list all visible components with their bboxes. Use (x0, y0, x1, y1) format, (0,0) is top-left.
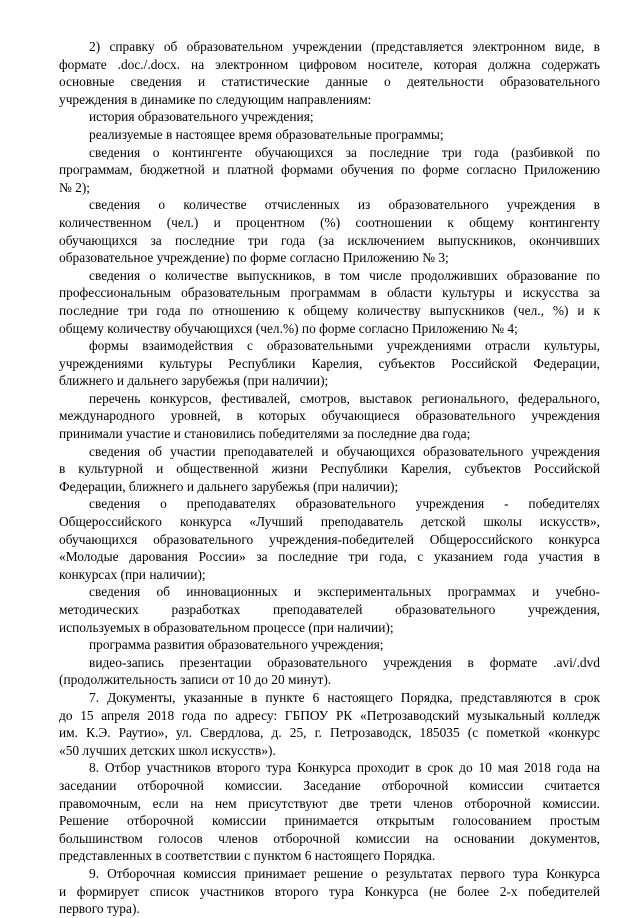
paragraph-7 (59, 689, 600, 759)
text-line: № 2); (59, 179, 90, 195)
text-line: 8. Отбор участников второго тура Конкурса проходит в срок до 10 мая 2018 года на (89, 760, 600, 776)
text-line: обучающихся образовательного учреждения-победителей Общероссийского конкурса (59, 531, 600, 547)
paragraph-innovatsii (59, 583, 600, 636)
text-line: используемых в образовательном процессе (при наличии); (59, 619, 394, 635)
text-line: 9. Отборочная комиссия принимает решение о результатах первого тура Конкурса (89, 865, 600, 881)
text-line: учреждениями культуры Республики Карелия, субъектов Российской Федерации, (59, 355, 600, 371)
paragraph-otchislennye (59, 196, 600, 266)
text-line: 7. Документы, указанные в пункте 6 настоящего Порядка, представляются в срок (89, 689, 600, 705)
text-line: до 15 апреля 2018 года по адресу: ГБПОУ РК «Петрозаводский музыкальный колледж (59, 707, 600, 723)
text-line: программам, бюджетной и платной формами обучения по форме согласно Приложению (59, 162, 600, 178)
text-line: правомочным, если на нем присутствуют две трети членов отборочной комиссии. (59, 795, 600, 811)
text-line: формате .doc./.docx. на электронном цифровом носителе, которая должна содержать (59, 56, 600, 72)
paragraph-konkursy (59, 390, 600, 443)
paragraph-8 (59, 759, 600, 865)
text-line: им. К.Э. Раутио», ул. Свердлова, д. 25, г. Петрозаводск, 185035 (с пометкой «конкурс (59, 725, 600, 741)
text-line: сведения о преподавателях образовательного учреждения - победителях (89, 496, 600, 512)
text-line: формы взаимодействия с образовательными учреждениями отрасли культуры, (89, 338, 600, 354)
text-line: сведения о количестве выпускников, в том числе продолживших образование по (89, 267, 600, 283)
text-line: сведения об участии преподавателей и обучающихся образовательного учреждения (89, 443, 600, 459)
paragraph-vypuskniki (59, 267, 600, 337)
text-line: представленных в соответствии с пунктом 6 настоящего Порядка. (59, 848, 436, 864)
text-line: основные сведения и статистические данные о деятельности образовательного (59, 74, 600, 90)
text-line: реализуемые в настоящее время образовательные программы; (89, 126, 444, 142)
paragraph-razvitie (59, 636, 600, 654)
text-line: сведения о количестве отчисленных из образовательного учреждения в (89, 197, 600, 213)
text-line: количественном (чел.) и процентном (%) соотношении к общему контингенту (59, 214, 600, 230)
paragraph-9 (59, 865, 600, 918)
text-line: ближнего и дальнего зарубежья (при наличии); (59, 373, 329, 389)
text-line: сведения об инновационных и экспериментальных программах и учебно- (89, 584, 600, 600)
paragraph-spravka (59, 38, 600, 108)
text-line: Решение отборочной комиссии принимается открытым голосованием простым (59, 813, 600, 829)
text-line: «50 лучших детских школ искусств»). (59, 742, 276, 758)
text-line: учреждения в динамике по следующим направлениям: (59, 91, 372, 107)
text-line: в культурной и общественной жизни Республики Карелия, субъектов Российской (59, 461, 600, 477)
text-line: (продолжительность записи от 10 до 20 минут). (59, 672, 332, 688)
text-line: большинством голосов членов отборочной комиссии на основании документов, (59, 830, 600, 846)
text-line: 2) справку об образовательном учреждении (представляется электронном виде, в (89, 39, 600, 54)
text-line: сведения о контингенте обучающихся за последние три года (разбивкой по (89, 144, 600, 160)
text-line: международного уровней, в которых обучающиеся образовательного учреждения (59, 408, 600, 424)
paragraph-vzaimodeystvie (59, 337, 600, 390)
text-line: последние три года по отношению к общему количеству выпускников (чел., %) и к (59, 302, 600, 318)
document-page (59, 38, 600, 918)
text-line: и формирует список участников второго тура Конкурса (не более 2-х победителей (59, 883, 600, 899)
paragraph-programmy (59, 126, 600, 144)
text-line: методических разработках преподавателей образовательного учреждения, (59, 602, 600, 617)
paragraph-kontingent (59, 144, 600, 197)
text-line: Федерации, ближнего и дальнего зарубежья (при наличии); (59, 478, 399, 494)
text-line: первого тура). (59, 901, 140, 917)
text-line: видео-запись презентации образовательного учреждения в формате .avi/.dvd (89, 654, 600, 670)
text-line: история образовательного учреждения; (89, 109, 314, 125)
text-line: программа развития образовательного учреждения; (89, 637, 384, 653)
text-line: Общероссийского конкурса «Лучший преподаватель детской школы искусств», (59, 514, 600, 530)
text-line: принимали участие и становились победителями за последние два года; (59, 426, 471, 442)
text-line: перечень конкурсов, фестивалей, смотров, выставок регионального, федерального, (89, 390, 600, 406)
text-line: общему количеству обучающихся (чел.%) по форме согласно Приложению № 4; (59, 320, 518, 336)
paragraph-video (59, 654, 600, 689)
paragraph-pobediteli (59, 495, 600, 583)
text-line: профессиональным образовательным программам в области культуры и искусства за (59, 285, 600, 301)
text-line: «Молодые дарования России» за последние три года, с указанием года участия в (59, 549, 600, 565)
text-line: образовательное учреждение) по форме согласно Приложению № 3; (59, 250, 449, 266)
text-line: обучающихся за последние три года (за исключением выпускников, окончивших (59, 232, 600, 248)
text-line: конкурсах (при наличии); (59, 566, 206, 582)
paragraph-istoriya (59, 108, 600, 126)
paragraph-uchastie (59, 443, 600, 496)
text-line: заседании отборочной комиссии. Заседание отборочной комиссии считается (59, 777, 600, 793)
